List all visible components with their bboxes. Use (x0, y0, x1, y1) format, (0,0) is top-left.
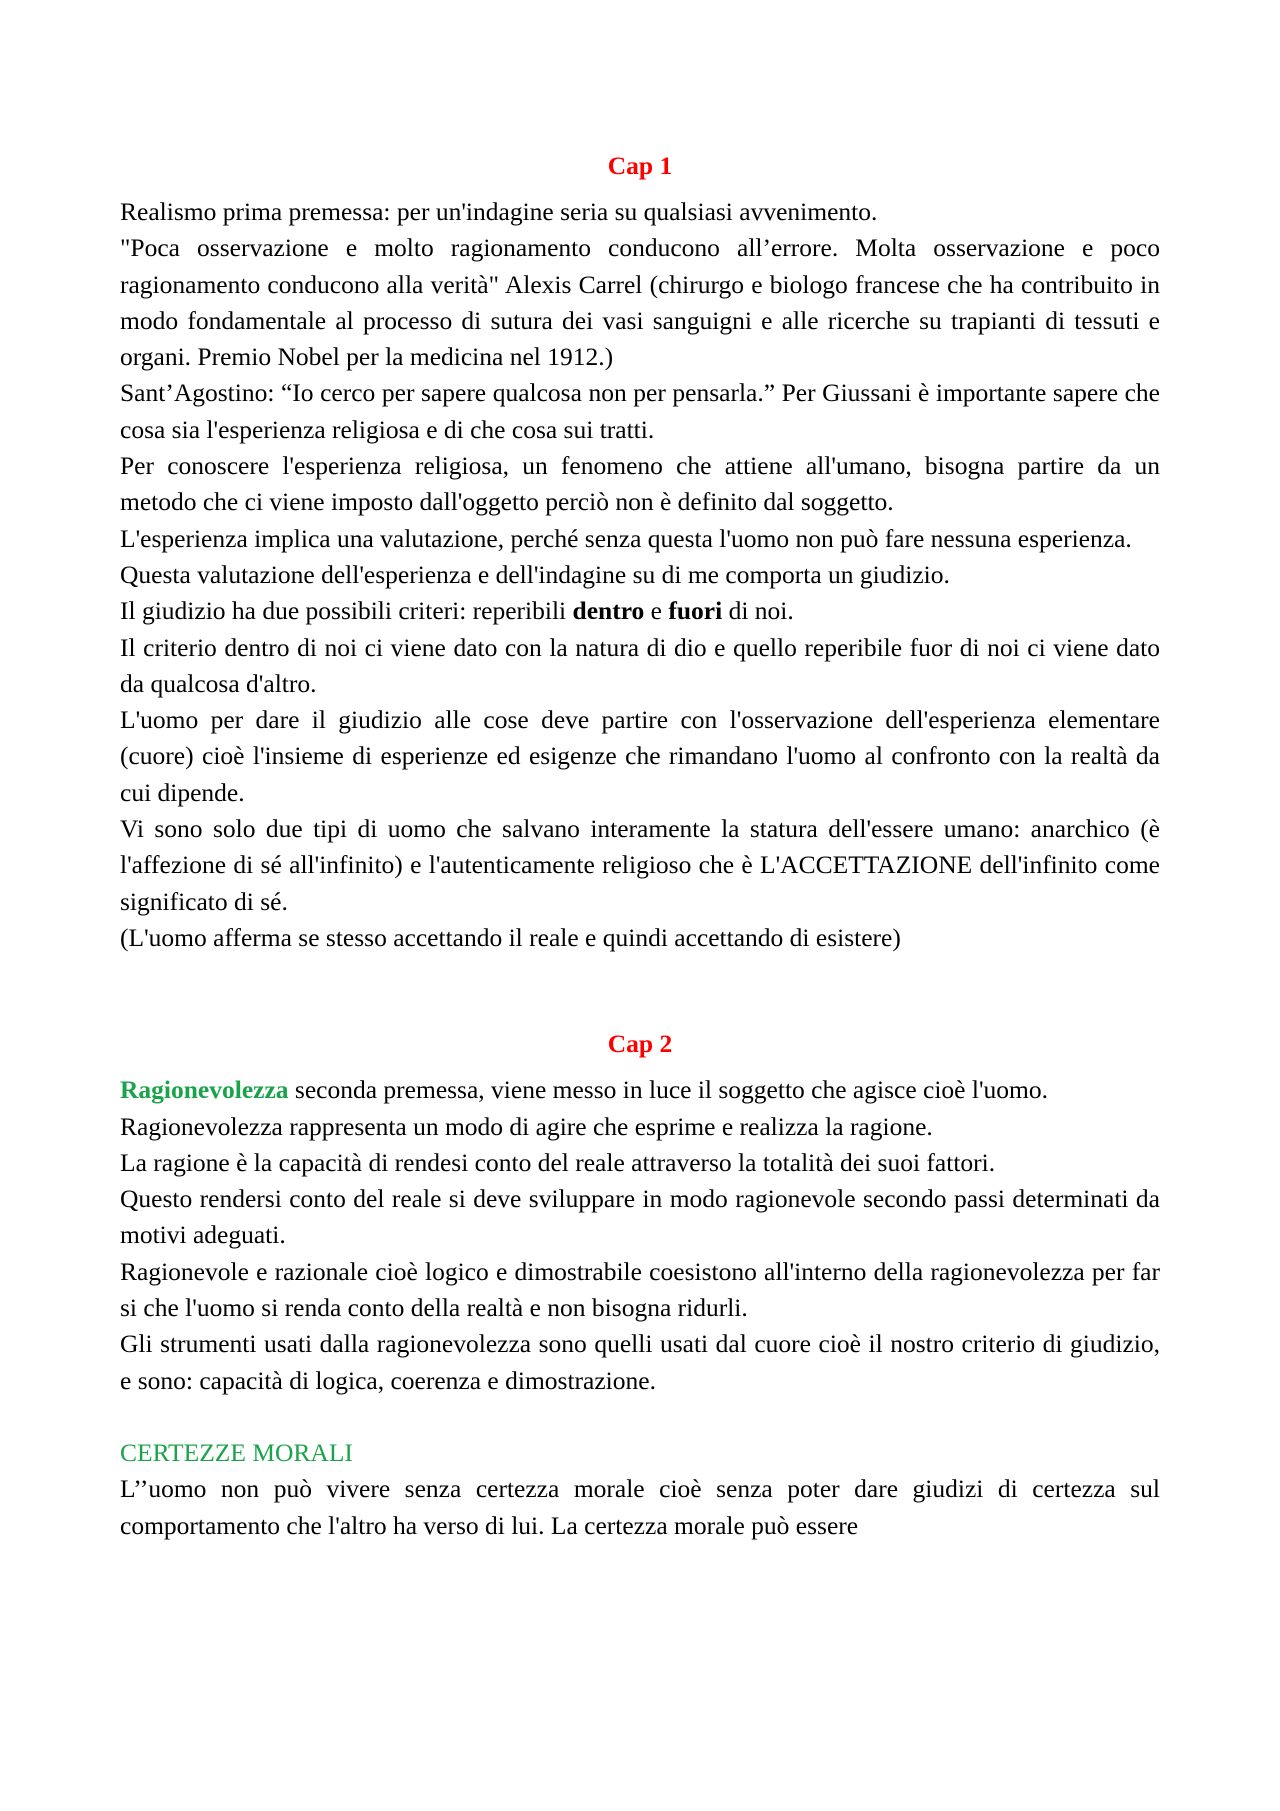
paragraph-ragionevolezza (120, 1072, 1160, 1108)
chapter-1-title: Cap 1 (607, 151, 673, 180)
bold-term-dentro: dentro (572, 596, 645, 626)
section-heading-certezze-morali: CERTEZZE MORALI (120, 1437, 353, 1467)
paragraph: Realismo prima premessa: per un'indagine seria su qualsiasi avvenimento. (120, 197, 878, 226)
text: di noi. (722, 596, 794, 626)
paragraph: Per conoscere l'esperienza religiosa, un fenomeno che attiene all'umano, bisogna partire da un metodo che ci viene imposto dall'oggetto perciò non è definito dal soggetto. (120, 451, 1160, 517)
paragraph: Vi sono solo due tipi di uomo che salvano interamente la statura dell'essere umano: anarchico (è l'affezione di sé all'infinito) e l'autenticamente religioso che è L'ACCETTAZIONE dell'infinito come significato di sé. (120, 814, 1160, 916)
paragraph-criteria (120, 593, 1160, 629)
bold-term-fuori: fuori (668, 596, 723, 626)
paragraph: L'uomo per dare il giudizio alle cose deve partire con l'osservazione dell'esperienza elementare (cuore) cioè l'insieme di esperienze ed esigenze che rimandano l'uomo al confronto con la realtà da cui dipende. (120, 705, 1160, 807)
document-body (120, 148, 1160, 1544)
paragraph: Ragionevolezza rappresenta un modo di agire che esprime e realizza la ragione. (120, 1111, 933, 1141)
paragraph: Questo rendersi conto del reale si deve sviluppare in modo ragionevole secondo passi determinati da motivi adeguati. (120, 1184, 1160, 1250)
text: Il giudizio ha due possibili criteri: reperibili (120, 596, 573, 626)
paragraph: La ragione è la capacità di rendesi conto del reale attraverso la totalità dei suoi fattori. (120, 1147, 996, 1177)
text: e (644, 596, 669, 626)
text: seconda premessa, viene messo in luce il soggetto che agisce cioè l'uomo. (288, 1075, 1048, 1105)
paragraph: Il criterio dentro di noi ci viene dato con la natura di dio e quello reperibile fuor di noi ci viene dato da qualcosa d'altro. (120, 632, 1160, 698)
paragraph: L'esperienza implica una valutazione, perché senza questa l'uomo non può fare nessuna esperienza. (120, 523, 1132, 553)
paragraph: Questa valutazione dell'esperienza e dell'indagine su di me comporta un giudizio. (120, 559, 950, 589)
paragraph: "Poca osservazione e molto ragionamento conducono all’errore. Molta osservazione e poco ragionamento conducono alla verità" Alexis Carrel (chirurgo e biologo francese che ha contribuito in modo fondamentale al processo di sutura dei vasi sanguigni e alle ricerche su trapianti di tessuti e organi. Premio Nobel per la medicina nel 1912.) (120, 233, 1160, 372)
highlight-term: Ragionevolezza (120, 1075, 289, 1105)
paragraph: L’’uomo non può vivere senza certezza morale cioè senza poter dare giudizi di certezza sul comportamento che l'altro ha verso di lui. La certezza morale può essere (120, 1474, 1160, 1540)
paragraph: Ragionevole e razionale cioè logico e dimostrabile coesistono all'interno della ragionevolezza per far si che l'uomo si renda conto della realtà e non bisogna ridurli. (120, 1256, 1160, 1323)
paragraph: (L'uomo afferma se stesso accettando il reale e quindi accettando di esistere) (120, 922, 901, 952)
paragraph: Gli strumenti usati dalla ragionevolezza sono quelli usati dal cuore cioè il nostro criterio di giudizio, e sono: capacità di logica, coerenza e dimostrazione. (120, 1329, 1160, 1395)
chapter-2-title: Cap 2 (607, 1029, 673, 1059)
paragraph: Sant’Agostino: “Io cerco per sapere qualcosa non per pensarla.” Per Giussani è importante sapere che cosa sia l'esperienza religiosa e di che cosa sui tratti. (120, 378, 1160, 444)
